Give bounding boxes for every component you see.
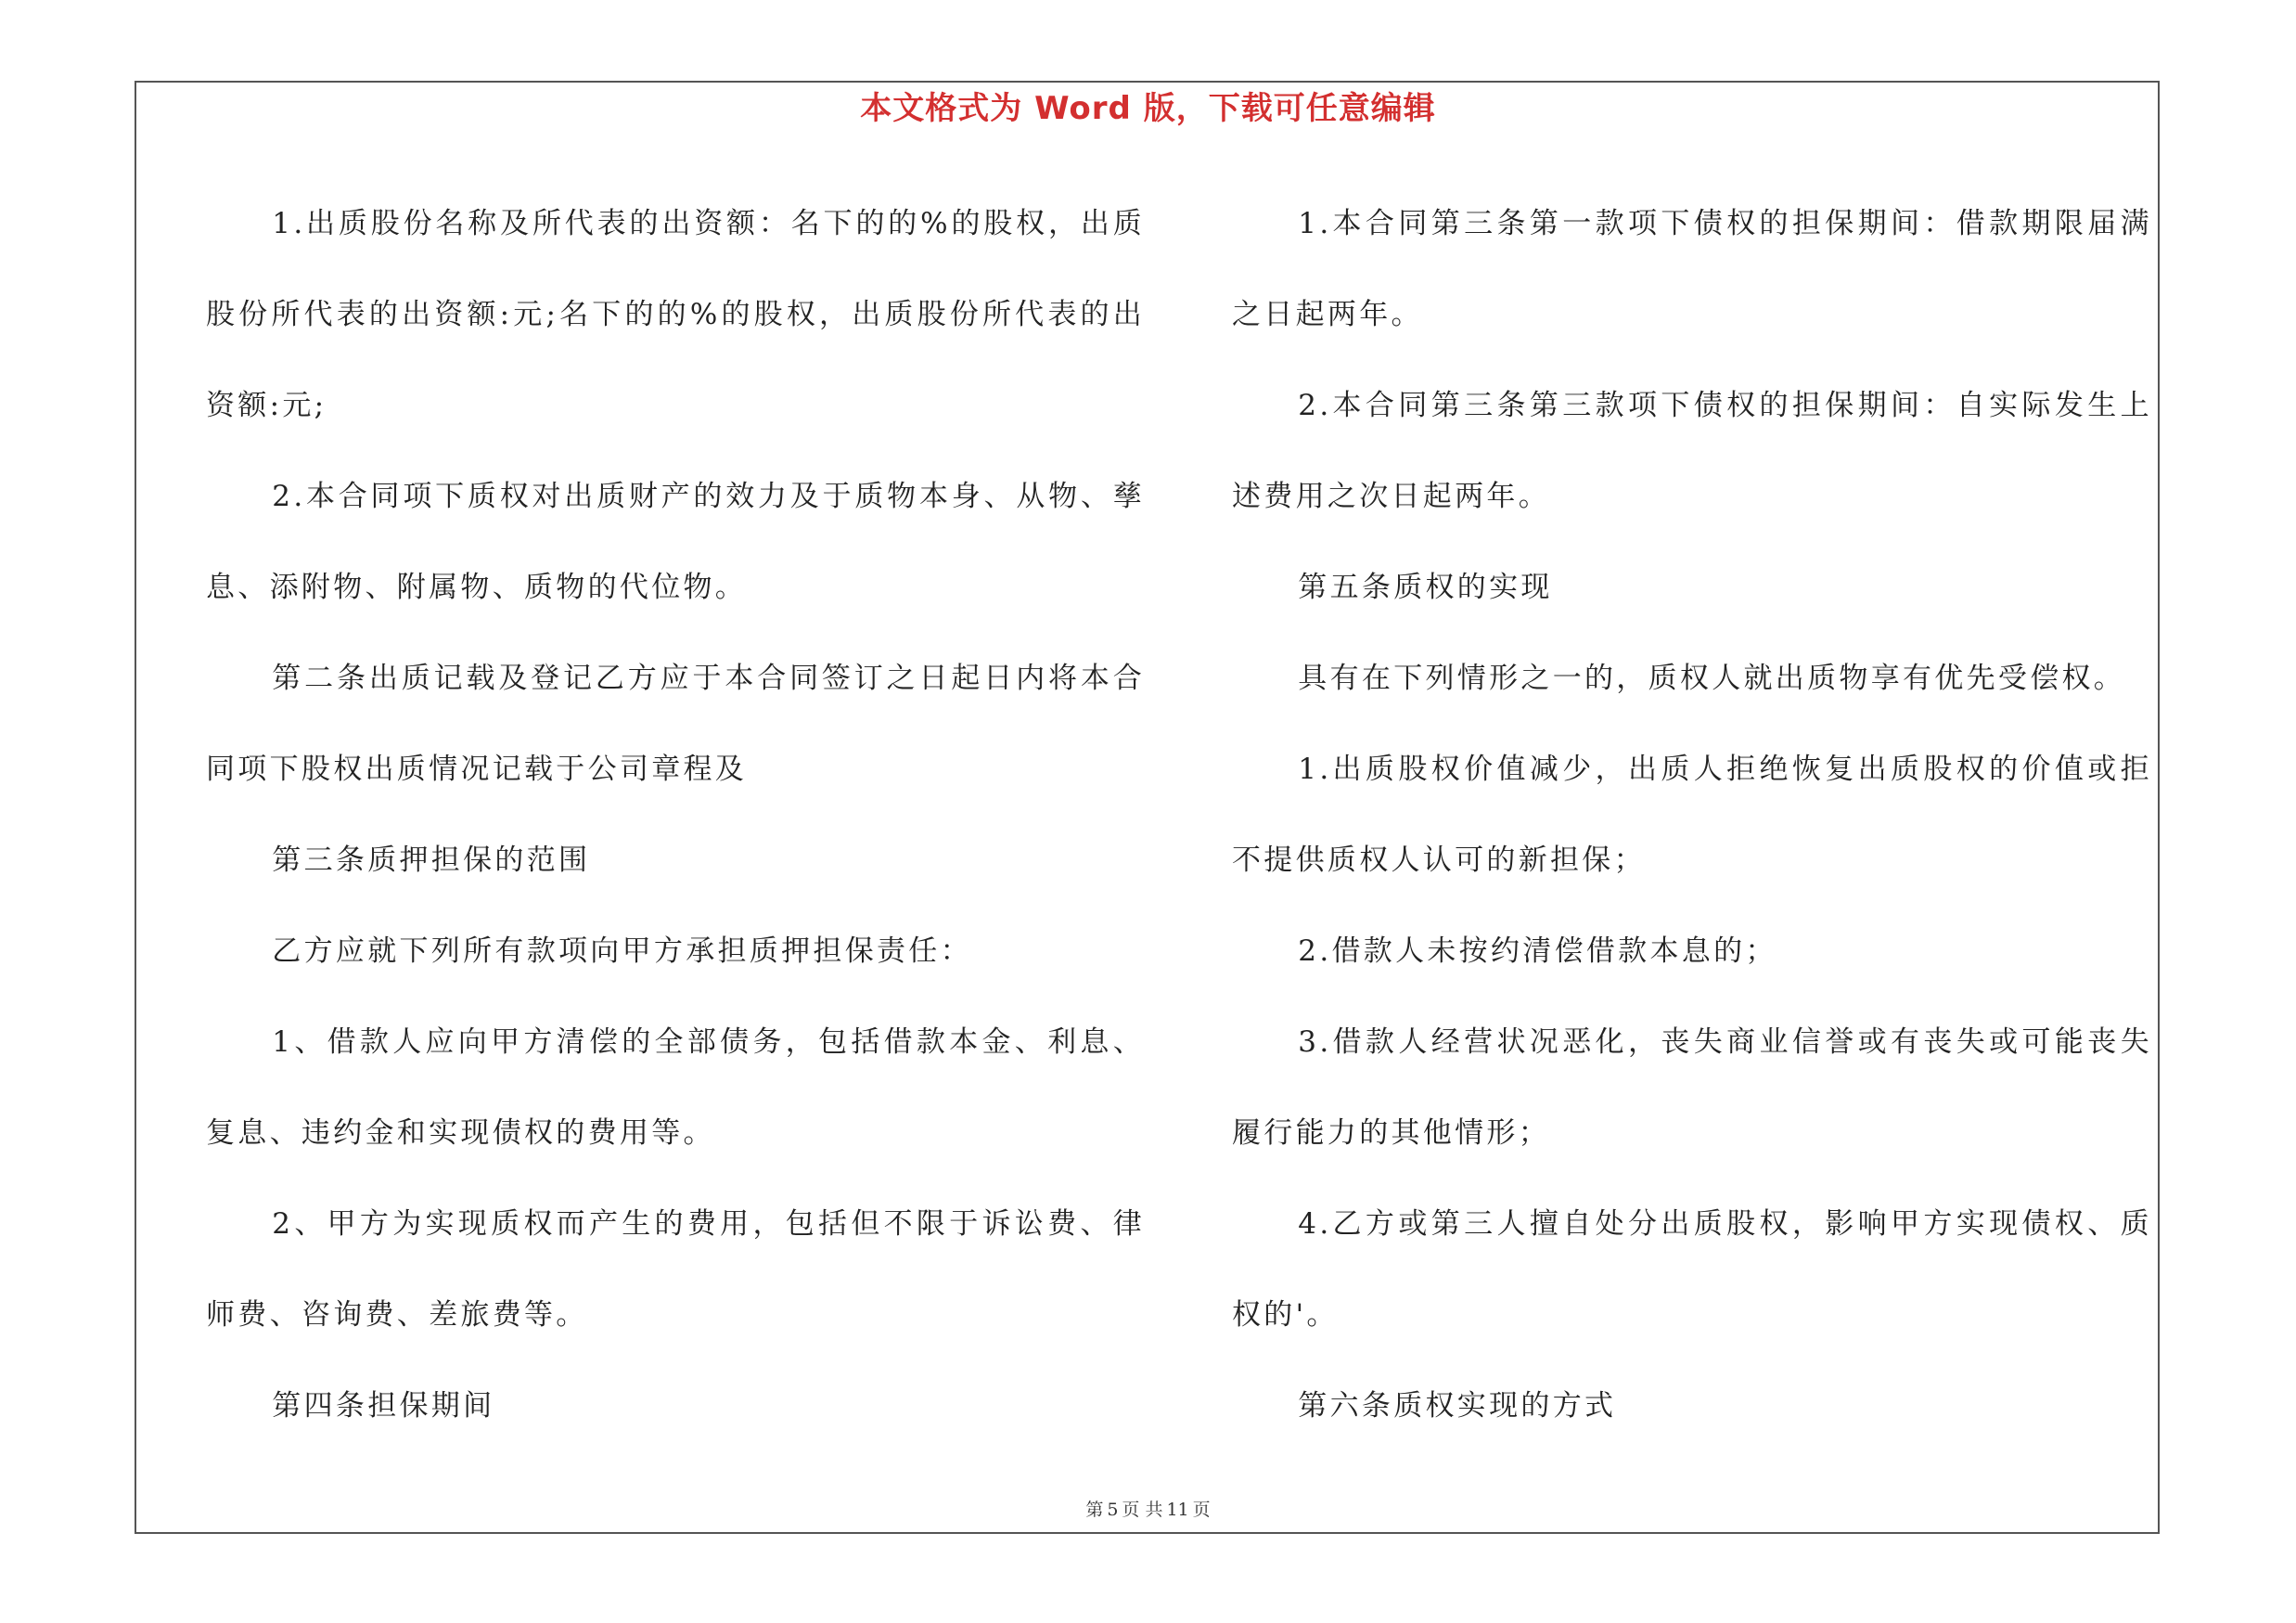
paragraph: 乙方应就下列所有款项向甲方承担质押担保责任： bbox=[272, 934, 972, 968]
paragraph: 1、借款人应向甲方清偿的全部债务，包括借款本金、利息、复息、违约金和实现债权的费用等。 bbox=[206, 1025, 1145, 1150]
page-footer bbox=[0, 1498, 2296, 1522]
paragraph: 1.出质股权价值减少，出质人拒绝恢复出质股权的价值或拒不提供质权人认可的新担保； bbox=[1232, 753, 2152, 877]
paragraph: 具有在下列情形之一的，质权人就出质物享有优先受偿权。 bbox=[1298, 662, 2126, 695]
paragraph: 第二条出质记载及登记乙方应于本合同签订之日起日内将本合同项下股权出质情况记载于公司章程及 bbox=[206, 662, 1145, 786]
left-text-column bbox=[206, 178, 1145, 1451]
word-format-banner: 本文格式为 Word 版，下载可任意编辑 bbox=[860, 90, 1436, 127]
footer-suffix: 页 bbox=[1192, 1500, 1211, 1520]
paragraph: 2.本合同项下质权对出质财产的效力及于质物本身、从物、孳息、添附物、附属物、质物的代位物。 bbox=[206, 480, 1145, 604]
total-page-count: 11 bbox=[1166, 1500, 1189, 1520]
paragraph: 2.本合同第三条第三款项下债权的担保期间：自实际发生上述费用之次日起两年。 bbox=[1232, 389, 2152, 513]
footer-middle: 页 共 bbox=[1122, 1500, 1163, 1520]
paragraph: 2.借款人未按约清偿借款本息的； bbox=[1298, 934, 1777, 968]
paragraph: 2、甲方为实现质权而产生的费用，包括但不限于诉讼费、律师费、咨询费、差旅费等。 bbox=[206, 1207, 1145, 1332]
current-page-number: 5 bbox=[1107, 1500, 1119, 1520]
section-heading: 第六条质权实现的方式 bbox=[1298, 1389, 1617, 1423]
paragraph: 1.出质股份名称及所代表的出资额：名下的的%的股权，出质股份所代表的出资额:元;名下的的%的股权，出质股份所代表的出资额:元; bbox=[206, 207, 1145, 422]
section-heading: 第三条质押担保的范围 bbox=[272, 844, 591, 877]
right-text-column bbox=[1232, 178, 2152, 1451]
section-heading: 第五条质权的实现 bbox=[1298, 571, 1553, 604]
footer-prefix: 第 bbox=[1085, 1500, 1104, 1520]
paragraph: 1.本合同第三条第一款项下债权的担保期间：借款期限届满之日起两年。 bbox=[1232, 207, 2152, 331]
paragraph: 3.借款人经营状况恶化，丧失商业信誉或有丧失或可能丧失履行能力的其他情形； bbox=[1232, 1025, 2152, 1150]
section-heading: 第四条担保期间 bbox=[272, 1389, 495, 1423]
paragraph: 4.乙方或第三人擅自处分出质股权，影响甲方实现债权、质权的'。 bbox=[1232, 1207, 2152, 1332]
